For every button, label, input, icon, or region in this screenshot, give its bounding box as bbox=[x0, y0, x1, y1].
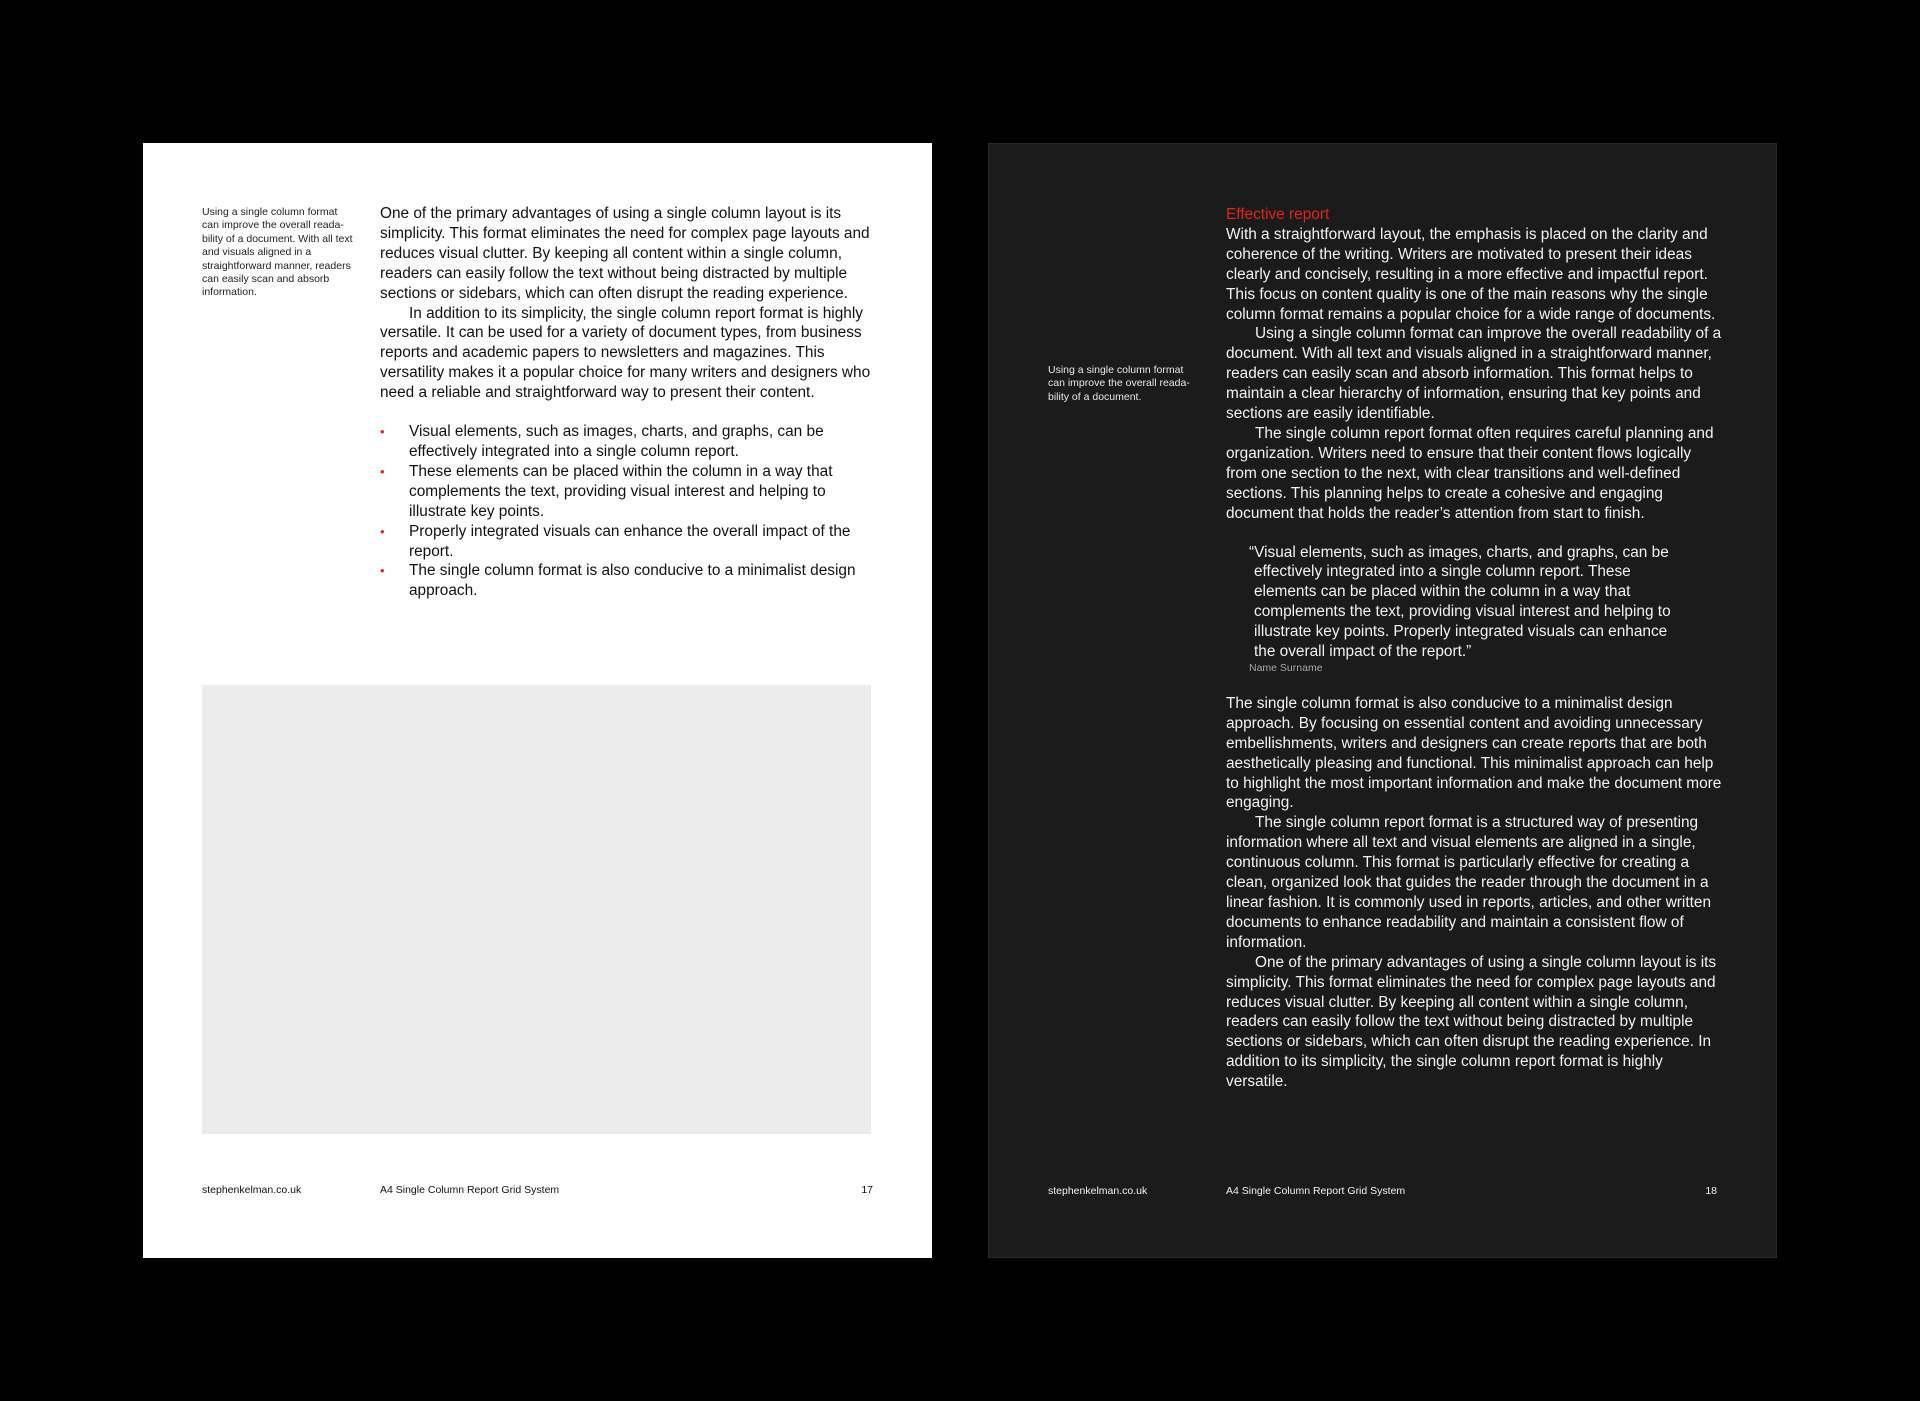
sidenote: Using a single column format can improve the overall reada-bility of a document. With all text and visuals aligned in a straightforward manner, readers can easily scan and absorb information. bbox=[202, 206, 353, 299]
quote-text: “Visual elements, such as images, charts, and graphs, can be effectively integrated into a single column report. These elements can be placed within the column in a way that complements the text, providing visual interest and helping to illustrate key points. Properly integrated visuals can enhance the overall impact of the report.” bbox=[1249, 543, 1671, 661]
footer-site: stephenkelman.co.uk bbox=[1048, 1185, 1148, 1197]
footer-title: A4 Single Column Report Grid System bbox=[1226, 1185, 1406, 1197]
list-item bbox=[380, 561, 880, 601]
image-placeholder bbox=[202, 685, 871, 1134]
bullet-icon: • bbox=[380, 424, 385, 440]
paragraph: The single column format is also conducive to a minimalist design approach. By focusing on essential content and avoiding unnecessary embellishments, writers and designers can create reports that are both aesthetically pleasing and functional. This minimalist approach can help to highlight the most important information and make the document more engaging. bbox=[1226, 694, 1722, 812]
paragraph: In addition to its simplicity, the single column report format is highly versatile. It can be used for a variety of document types, from business reports and academic papers to newsletters and magazines. This versatility makes it a popular choice for many writers and designers who need a reliable and straightforward way to present their content. bbox=[380, 304, 871, 402]
page-18 bbox=[988, 143, 1777, 1258]
footer-title: A4 Single Column Report Grid System bbox=[380, 1184, 560, 1196]
paragraph: The single column report format often requires careful planning and organization. Writers need to ensure that their content flows logically from one section to the next, with clear transitions and well-defined sections. This planning helps to create a cohesive and engaging document that holds the reader’s attention from start to finish. bbox=[1226, 424, 1714, 522]
paragraph: One of the primary advantages of using a single column layout is its simplicity. This format eliminates the need for complex page layouts and reduces visual clutter. By keeping all content within a single column, readers can easily follow the text without being distracted by multiple sections or sidebars, which can often disrupt the reading experience. In addition to its simplicity, the single column report format is highly versatile. bbox=[1226, 953, 1717, 1091]
body-column bbox=[380, 204, 880, 601]
bullet-icon: • bbox=[380, 563, 385, 579]
list-item-text: Visual elements, such as images, charts, and graphs, can be effectively integrated into a single column report. bbox=[409, 423, 824, 460]
list-item-text: Properly integrated visuals can enhance the overall impact of the report. bbox=[409, 522, 851, 560]
bullet-list bbox=[380, 422, 880, 601]
page-number: 17 bbox=[861, 1184, 873, 1196]
paragraph: One of the primary advantages of using a single column layout is its simplicity. This format eliminates the need for complex page layouts and reduces visual clutter. By keeping all content within a single column, readers can easily follow the text without being distracted by multiple sections or sidebars, which can often disrupt the reading experience. bbox=[380, 205, 870, 302]
page-17 bbox=[143, 143, 932, 1258]
list-item bbox=[380, 522, 880, 562]
paragraph: The single column report format is a structured way of presenting information where all text and visual elements are aligned in a single, continuous column. This format is particularly effective for creating a clean, organized look that guides the reader through the document in a linear fashion. It is commonly used in reports, articles, and other written documents to enhance readability and maintain a consistent flow of information. bbox=[1226, 814, 1712, 951]
sidenote: Using a single column format can improve the overall reada-bility of a document. bbox=[1048, 364, 1190, 403]
bullet-icon: • bbox=[380, 463, 385, 479]
body-column bbox=[1226, 205, 1726, 1092]
bullet-icon: • bbox=[380, 523, 385, 539]
list-item-text: The single column format is also conducive to a minimalist design approach. bbox=[409, 562, 856, 600]
quote-author: Name Surname bbox=[1249, 661, 1323, 674]
list-item bbox=[380, 422, 880, 462]
list-item-text: These elements can be placed within the column in a way that complements the text, providing visual interest and helping to illustrate key points. bbox=[409, 462, 833, 520]
list-item bbox=[380, 462, 880, 522]
section-heading: Effective report bbox=[1226, 206, 1330, 223]
paragraph: With a straightforward layout, the emphasis is placed on the clarity and coherence of the writing. Writers are motivated to present their ideas clearly and concisely, resulting in a more effective and impactful report. This focus on content quality is one of the main reasons why the single column format remains a popular choice for a wide range of documents. bbox=[1226, 225, 1716, 323]
page-number: 18 bbox=[1705, 1185, 1717, 1197]
pull-quote bbox=[1226, 543, 1689, 675]
footer-site: stephenkelman.co.uk bbox=[202, 1184, 302, 1196]
paragraph: Using a single column format can improve the overall readability of a document. With all text and visuals aligned in a straightforward manner, readers can easily scan and absorb information. This format helps to maintain a clear hierarchy of information, ensuring that key points and sections are easily identifiable. bbox=[1226, 325, 1722, 423]
